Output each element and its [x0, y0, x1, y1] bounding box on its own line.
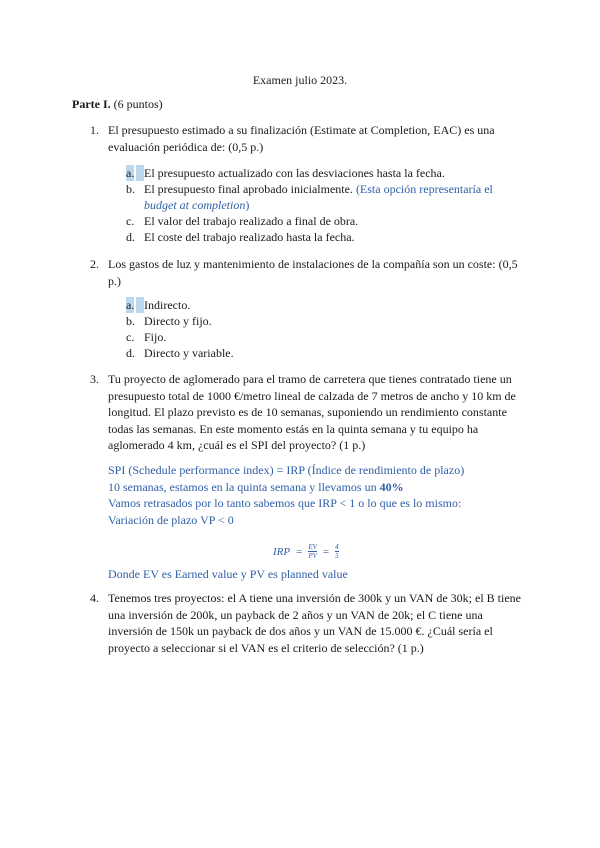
question-text: El presupuesto estimado a su finalización (Estimate at Completion, EAC) es una evaluación periódica de: (0,5 p.): [108, 123, 495, 154]
option-text: El valor del trabajo realizado a final de obra.: [144, 214, 359, 228]
question-3: [90, 371, 530, 454]
option-highlight-pad: [136, 297, 144, 313]
formula-lhs: IRP: [273, 545, 291, 558]
question-4: [90, 590, 530, 656]
part-heading: [72, 97, 163, 112]
question-text: Los gastos de luz y mantenimiento de instalaciones de la compañía son un coste: (0,5 p.): [108, 257, 518, 288]
option-text: El presupuesto final aprobado inicialmente.: [144, 182, 353, 196]
option-a: [126, 165, 526, 181]
formula-fraction-2: [335, 543, 339, 560]
option-letter: c.: [126, 330, 135, 344]
option-text: Fijo.: [144, 330, 167, 344]
question-text: Tenemos tres proyectos: el A tiene una inversión de 300k y un VAN de 30k; el B tiene una inversión de 200k, un payback de 2 años y un VAN de 20k; el C tiene una inversión de 150k un payback de dos años y un VAN de 15.000 €. ¿Cuál sería el proyecto a seleccionar si el VAN es el criterio de selección? (1 p.): [108, 591, 521, 655]
question-2: [90, 256, 530, 289]
option-c: [126, 213, 526, 229]
formula-fraction-1: [308, 543, 317, 560]
fraction-denominator: PV: [308, 552, 317, 560]
option-text: Directo y fijo.: [144, 314, 212, 328]
exam-title: Examen julio 2023.: [252, 73, 348, 87]
option-letter: d.: [126, 230, 135, 244]
question-number: 2.: [90, 257, 99, 271]
spi-formula: [273, 543, 339, 560]
option-b: [126, 181, 526, 213]
answer-line: Variación de plazo VP < 0: [108, 512, 234, 527]
option-text: Directo y variable.: [144, 346, 234, 360]
option-d: [126, 345, 526, 361]
question-number: 4.: [90, 591, 99, 605]
formula-equals: =: [296, 545, 303, 558]
option-letter: c.: [126, 214, 135, 228]
answer-bold: 40%: [379, 479, 404, 494]
formula-equals: =: [322, 545, 330, 558]
answer-line-text: 10 semanas, estamos en la quinta semana y llevamos un: [108, 479, 380, 494]
part-label: Parte I.: [72, 97, 111, 111]
question-1-options: [126, 165, 526, 245]
option-letter: b.: [126, 314, 135, 328]
option-highlight-pad: [136, 165, 144, 181]
question-text: Tu proyecto de aglomerado para el tramo de carretera que tienes contratado tiene un presupuesto total de 1000 €/metro lineal de calzada de 7 metros de ancho y 10 km de longitud. El plazo previsto es de 10 semanas, suponiendo un rendimiento constante todas las semanas. En este momento estás en la quinta semana y tu equipo ha aglomerado 4 km, ¿cuál es el SPI del proyecto? (1 p.): [108, 372, 516, 452]
fraction-numerator: EV: [308, 543, 317, 551]
option-letter-selected: a.: [126, 166, 135, 180]
option-b: [126, 313, 526, 329]
answer-line: SPI (Schedule performance index) = IRP (Índice de rendimiento de plazo): [108, 463, 465, 477]
option-note-italic: budget at completion: [144, 198, 246, 212]
option-c: [126, 329, 526, 345]
question-3-answer: [108, 462, 528, 528]
question-number: 1.: [90, 123, 99, 137]
question-number: 3.: [90, 372, 99, 386]
option-letter: d.: [126, 346, 135, 360]
option-a: [126, 297, 526, 313]
option-note: (Esta opción representaría el: [355, 182, 493, 196]
option-letter: b.: [126, 182, 135, 196]
option-note-end: ): [245, 198, 250, 212]
option-text: Indirecto.: [144, 298, 191, 312]
question-2-options: [126, 297, 526, 361]
question-3-answer-note: Donde EV es Earned value y PV es planned value: [108, 567, 348, 581]
option-d: [126, 229, 526, 245]
question-1: [90, 122, 530, 155]
fraction-denominator: 5: [335, 552, 339, 560]
option-letter-selected: a.: [126, 298, 135, 312]
option-text: El coste del trabajo realizado hasta la fecha.: [144, 230, 355, 244]
answer-line: Vamos retrasados por lo tanto sabemos que IRP < 1 o lo que es lo mismo:: [108, 496, 462, 510]
part-points: (6 puntos): [110, 97, 163, 111]
answer-line: [108, 479, 528, 496]
fraction-numerator: 4: [335, 543, 339, 551]
option-text: El presupuesto actualizado con las desviaciones hasta la fecha.: [144, 166, 445, 180]
